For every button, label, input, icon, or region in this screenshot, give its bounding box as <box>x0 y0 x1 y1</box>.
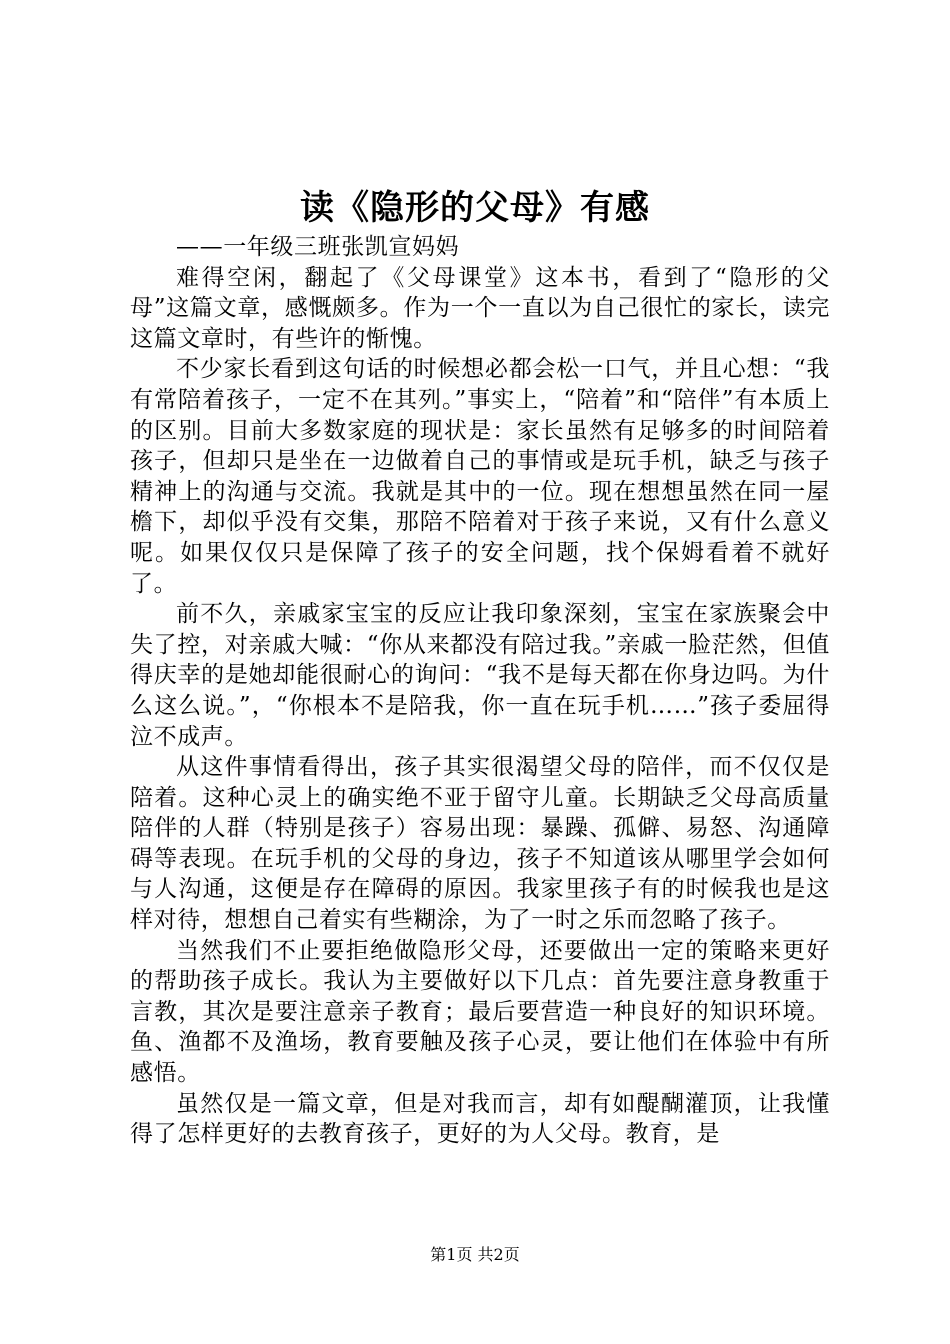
page-footer: 第1页 共2页 <box>430 1245 520 1264</box>
document-title: 读《隐形的父母》有感 <box>300 188 650 228</box>
paragraph-4: 从这件事情看得出，孩子其实很渴望父母的陪伴，而不仅仅是陪着。这种心灵上的确实绝不亚于留守儿童。长期缺乏父母高质量陪伴的人群（特别是孩子）容易出现：暴躁、孤僻、易怒、沟通障碍等表现。在玩手机的父母的身边，孩子不知道该从哪里学会如何与人沟通，这便是存在障碍的原因。我家里孩子有的时候我也是这样对待，想想自己着实有些糊涂，为了一时之乐而忽略了孩子。 <box>130 754 830 934</box>
paragraph-5: 当然我们不止要拒绝做隐形父母，还要做出一定的策略来更好的帮助孩子成长。我认为主要做好以下几点：首先要注意身教重于言教，其次是要注意亲子教育；最后要营造一种良好的知识环境。鱼、渔都不及渔场，教育要触及孩子心灵，要让他们在体验中有所感悟。 <box>130 937 830 1087</box>
paragraph-2: 不少家长看到这句话的时候想必都会松一口气，并且心想：“我有常陪着孩子，一定不在其列。”事实上，“陪着”和“陪伴”有本质上的区别。目前大多数家庭的现状是：家长虽然有足够多的时间陪着孩子，但却只是坐在一边做着自己的事情或是玩手机，缺乏与孩子精神上的沟通与交流。我就是其中的一位。现在想想虽然在同一屋檐下，却似乎没有交集，那陪不陪着对于孩子来说，又有什么意义呢。如果仅仅只是保障了孩子的安全问题，找个保姆看着不就好了。 <box>130 356 830 597</box>
document-body <box>130 232 830 1150</box>
author-byline: ——一年级三班张凯宣妈妈 <box>176 234 460 260</box>
paragraph-6: 虽然仅是一篇文章，但是对我而言，却有如醍醐灌顶，让我懂得了怎样更好的去教育孩子，更好的为人父母。教育，是 <box>130 1090 830 1148</box>
paragraph-1: 难得空闲，翻起了《父母课堂》这本书，看到了“隐形的父母”这篇文章，感慨颇多。作为一个一直以为自己很忙的家长，读完这篇文章时，有些许的惭愧。 <box>130 264 830 352</box>
paragraph-3: 前不久，亲戚家宝宝的反应让我印象深刻，宝宝在家族聚会中失了控，对亲戚大喊：“你从来都没有陪过我。”亲戚一脸茫然，但值得庆幸的是她却能很耐心的询问：“我不是每天都在你身边吗。为什么这么说。”，“你根本不是陪我，你一直在玩手机……”孩子委屈得泣不成声。 <box>130 601 830 750</box>
